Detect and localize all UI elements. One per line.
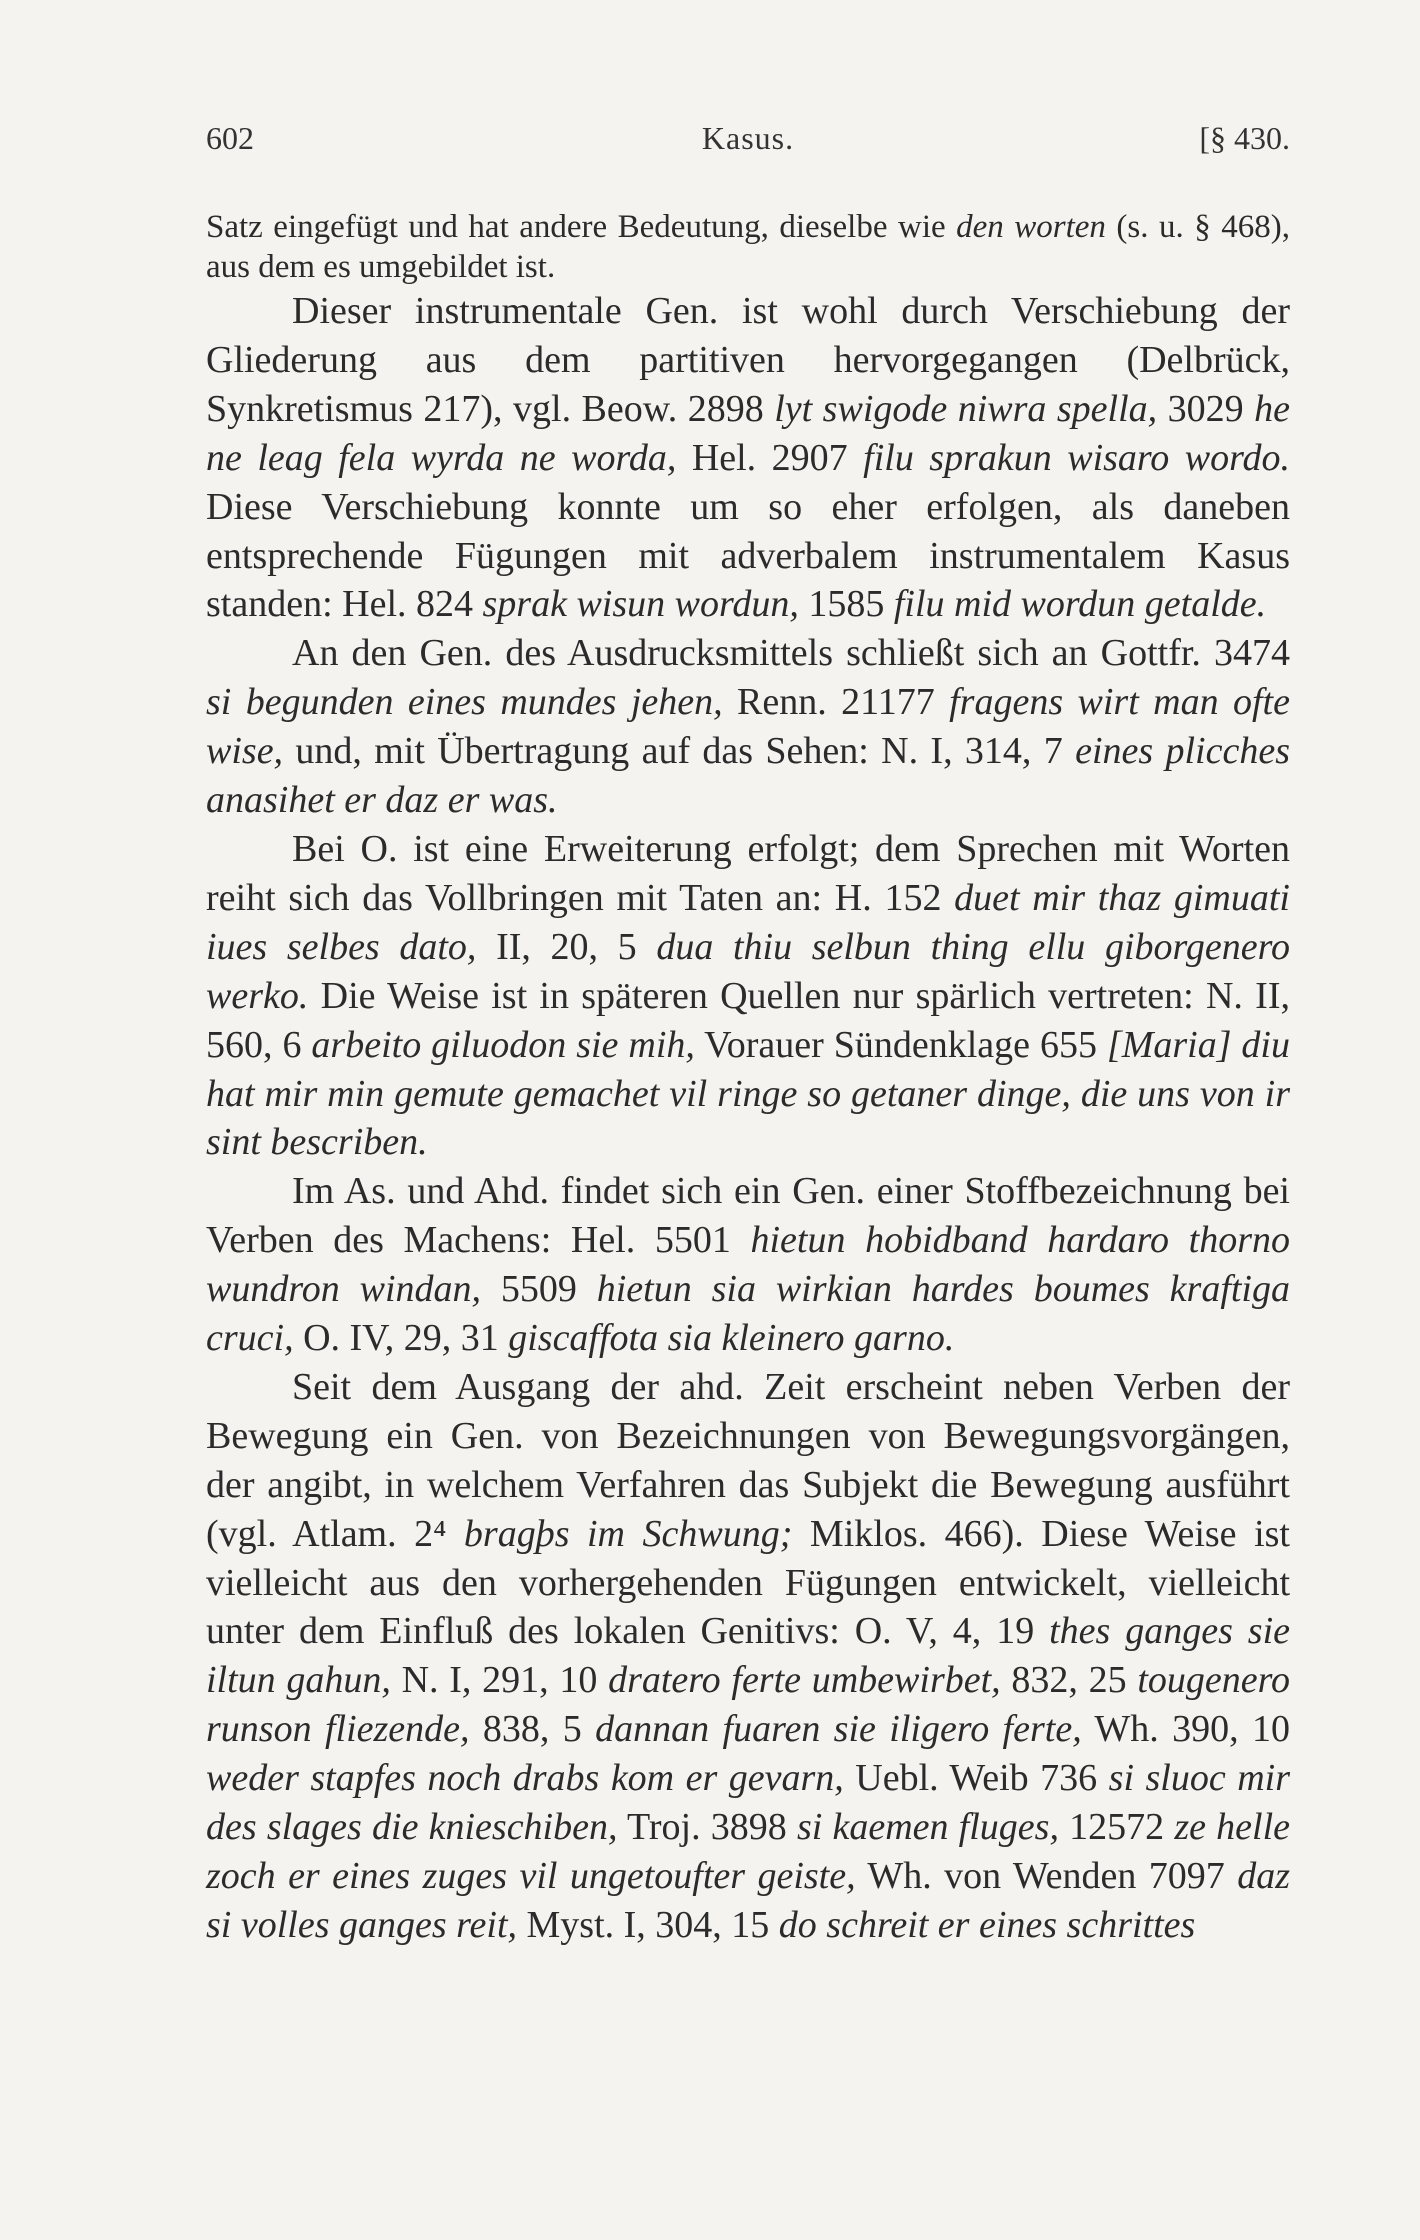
quoted-example: si kaemen fluges,	[796, 1806, 1059, 1849]
text-run: Seit dem Ausgang der ahd. Zeit erscheint neben Verben der Bewegung ein Gen. von Bezeichnungen von Bewegungsvorgängen, der angibt, in welchem Verfahren das Subjekt die Bewegung ausführt (vgl. Atlam. 2⁴	[206, 1365, 1290, 1555]
quoted-example: si begunden eines mundes jehen,	[206, 681, 723, 724]
quoted-example: hietun hobidband hardaro thorno wundron windan,	[206, 1219, 1291, 1311]
text-run: Bei O. ist eine Erweiterung erfolgt; dem Sprechen mit Worten reiht sich das Vollbringen mit Taten an: H. 152	[206, 827, 1290, 919]
text-run: An den Gen. des Ausdrucksmittels schließt sich an Gottfr. 3474	[292, 632, 1290, 675]
quoted-example: weder stapfes noch drabs kom er gevarn,	[206, 1757, 844, 1800]
text-run: Hel. 2907	[676, 436, 864, 479]
quoted-example: filu mid wordun getalde.	[893, 583, 1267, 626]
text-run: Wh. 390, 10	[1081, 1708, 1290, 1751]
text-run: 832, 25	[1000, 1659, 1138, 1702]
quoted-example: filu sprakun wisaro wordo.	[863, 436, 1290, 479]
paragraph	[206, 1167, 1290, 1363]
text-run: Miklos. 466). Diese Weise ist vielleicht aus den vorhergehenden Fügungen entwickelt, vielleicht unter dem Einfluß des lokalen Genitivs: O. V, 4, 19	[206, 1512, 1290, 1653]
quoted-example: sprak wisun wordun,	[482, 583, 799, 626]
text-run: Satz eingefügt und hat andere Bedeutung, dieselbe wie	[206, 209, 957, 245]
text-run: 12572	[1058, 1806, 1175, 1849]
quoted-example: [Maria] diu hat mir min gemute gemachet vil ringe so getaner dinge, die uns von ir sint bescriben.	[206, 1023, 1290, 1164]
text-run: und, mit Übertragung auf das Sehen: N. I, 314, 7	[283, 730, 1076, 773]
quoted-example: arbeito giluodon sie mih,	[311, 1023, 695, 1066]
quoted-example: giscaffota sia kleinero garno.	[508, 1317, 955, 1360]
text-run: (s. u. § 468), aus dem es umgebildet ist.	[206, 209, 1290, 285]
quoted-example: den worten	[956, 209, 1106, 245]
quoted-example: do schreit er eines schrittes	[778, 1903, 1196, 1946]
page-number: 602	[206, 120, 254, 156]
paragraph-continued	[206, 207, 1290, 287]
quoted-example: duet mir thaz gimuati iues selbes dato,	[206, 876, 1290, 968]
text-run: Im As. und Ahd. findet sich ein Gen. einer Stoffbezeichnung bei Verben des Machens: Hel. 5501	[206, 1170, 1290, 1262]
paragraph	[206, 1363, 1290, 1950]
text-run: Uebl. Weib 736	[843, 1757, 1109, 1800]
text-run: Vorauer Sündenklage 655	[694, 1023, 1107, 1066]
quoted-example: bragþs im Schwung;	[463, 1512, 793, 1555]
quoted-example: ze helle zoch er eines zuges vil ungetoufter geiste,	[206, 1806, 1290, 1897]
quoted-example: he ne leag fela wyrda ne worda,	[206, 387, 1291, 479]
body-text	[206, 207, 1290, 1950]
text-run: Renn. 21177	[722, 681, 950, 724]
text-run: Troj. 3898	[617, 1806, 797, 1849]
quoted-example: tougenero runson fliezende,	[206, 1659, 1290, 1751]
text-run: Diese Verschiebung konnte um so eher erfolgen, als daneben entsprechende Fügungen mit adverbalem instrumentalem Kasus standen: Hel. 824	[206, 485, 1290, 626]
page-text-block	[206, 120, 1290, 1950]
quoted-example: dua thiu selbun thing ellu giborgenero werko.	[206, 925, 1290, 1017]
text-run: Die Weise ist in späteren Quellen nur spärlich vertreten: N. II, 560, 6	[206, 974, 1290, 1066]
section-reference: [§ 430.	[1199, 120, 1290, 156]
text-run: Dieser instrumentale Gen. ist wohl durch Verschiebung der Gliederung aus dem partitiven hervorgegangen (Delbrück, Synkretismus 217), vgl. Beow. 2898	[206, 290, 1290, 430]
text-run: O. IV, 29, 31	[293, 1317, 509, 1360]
running-title: Kasus.	[701, 120, 795, 156]
quoted-example: thes ganges sie iltun gahun,	[206, 1610, 1291, 1702]
quoted-example: dratero ferte umbewirbet,	[608, 1659, 1001, 1702]
text-run: Myst. I, 304, 15	[517, 1903, 779, 1946]
quoted-example: dannan fuaren sie iligero ferte,	[595, 1708, 1082, 1751]
text-run: 5509	[481, 1268, 597, 1311]
running-head	[206, 120, 1290, 157]
quoted-example: lyt swigode niwra spella,	[774, 387, 1158, 430]
text-run: Wh. von Wenden 7097	[855, 1855, 1238, 1897]
text-run: N. I, 291, 10	[390, 1659, 609, 1702]
text-run: 838, 5	[469, 1708, 596, 1751]
quoted-example: daz si volles ganges reit,	[206, 1855, 1291, 1946]
paragraph	[206, 287, 1290, 629]
text-run: 1585	[798, 583, 894, 626]
paragraph	[206, 825, 1290, 1167]
text-run: II, 20, 5	[476, 925, 657, 968]
quoted-example: hietun sia wirkian hardes boumes kraftiga cruci,	[206, 1268, 1290, 1360]
quoted-example: fragens wirt man ofte wise,	[206, 681, 1290, 773]
text-run: 3029	[1157, 387, 1255, 430]
quoted-example: si sluoc mir des slages die knieschiben,	[206, 1757, 1290, 1849]
quoted-example: eines plicches anasihet er daz er was.	[206, 730, 1290, 822]
paragraph	[206, 629, 1290, 825]
